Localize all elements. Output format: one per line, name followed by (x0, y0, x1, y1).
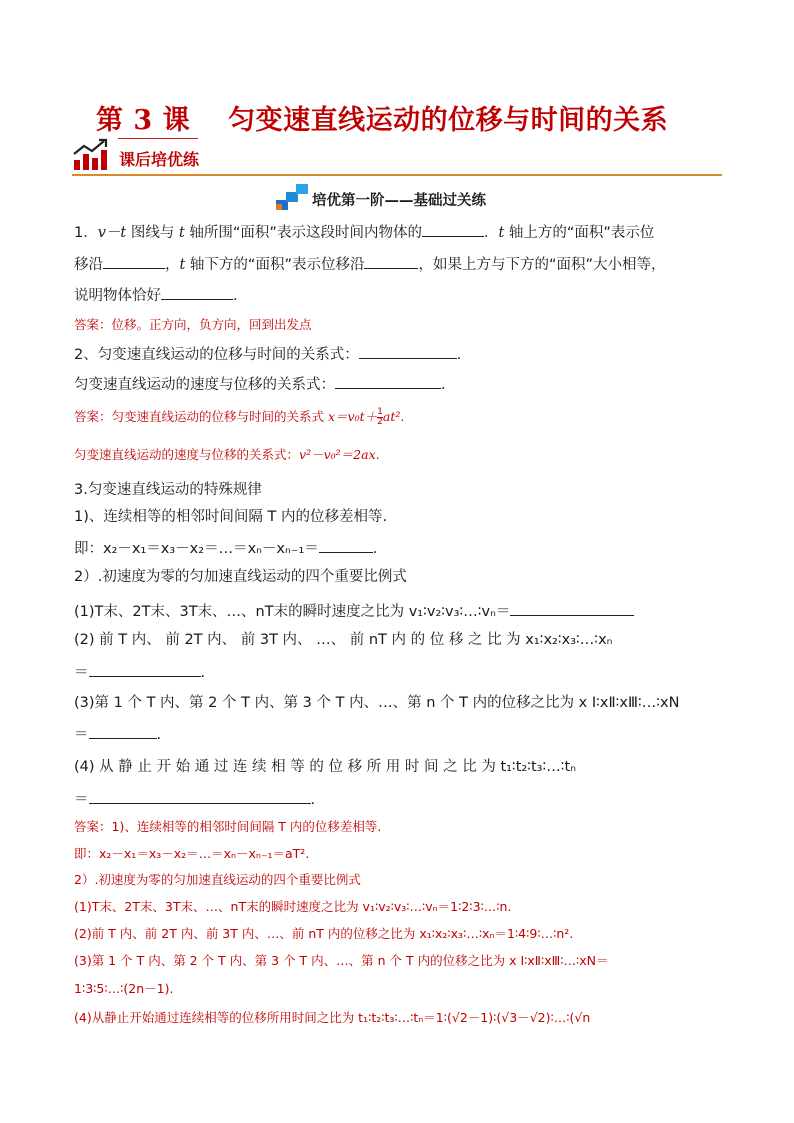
fraction-num: 1 (377, 407, 383, 417)
q3-answer-7: 1∶3∶5∶…∶(2n－1). (74, 981, 174, 996)
q1-text: 轴上方的“面积”表示位 (504, 225, 655, 241)
q3-answer-6: (3)第 1 个 T 内、第 2 个 T 内、第 3 个 T 内、…、第 n 个 T 内的位移之比为 x Ⅰ∶xⅡ∶xⅢ∶…∶xN＝ (74, 953, 609, 968)
q3-rule-1-eq (74, 538, 377, 558)
q1-vt: v－t (97, 225, 127, 241)
q1-text: 图线与 (126, 225, 179, 241)
q1-text: 轴所围“面积”表示这段时间内物体的 (184, 225, 422, 241)
q1-line-3 (74, 285, 248, 305)
q3-blank-p1[interactable] (510, 601, 634, 616)
q3-text: 即：x₂－x₁＝x₃－x₂＝…＝xₙ－xₙ₋₁＝ (74, 541, 319, 557)
q2-answer-text: 答案：匀变速直线运动的位移与时间的关系式 (74, 409, 328, 424)
lesson-topic: 匀变速直线运动的位移与时间的关系 (228, 105, 669, 136)
lesson-number: 第 3 课 (96, 105, 191, 136)
q2-formula: v²－v₀²＝2ax. (299, 447, 380, 462)
q1-text: 说明物体恰好 (74, 288, 161, 304)
q3-text: (1)T末、2T末、3T末、…、nT末的瞬时速度之比为 v₁∶v₂∶v₃∶…∶vₙ＝ (74, 604, 511, 620)
q3-answer-1: 答案：1)、连续相等的相邻时间间隔 T 内的位移差相等. (74, 819, 382, 834)
q1-text: 轴下方的“面积”表示位移沿 (185, 257, 365, 273)
q3-blank-1[interactable] (319, 538, 373, 553)
q3-heading: 3.匀变速直线运动的特殊规律 (74, 482, 262, 498)
bar-chart-arrow-icon (72, 138, 110, 172)
q2-text: ． (441, 377, 456, 393)
q2-answer-text: 匀变速直线运动的速度与位移的关系式： (74, 447, 300, 462)
q3-p4: (4) 从 静 止 开 始 通 过 连 续 相 等 的 位 移 所 用 时 间 之 比 为 t₁∶t₂∶t₃∶…∶tₙ (74, 759, 576, 775)
q3-blank-p2[interactable] (89, 662, 201, 677)
fraction-den: 2 (377, 417, 383, 427)
q3-rule-2: 2）.初速度为零的匀加速直线运动的四个重要比例式 (74, 569, 407, 585)
q3-answer-5: (2)前 T 内、前 2T 内、前 3T 内、…、前 nT 内的位移之比为 x₁∶x₂∶x₃∶…∶xₙ＝1∶4∶9∶…∶n². (74, 926, 574, 941)
q1-text: ， (165, 257, 180, 273)
q3-answer-3: 2）.初速度为零的匀加速直线运动的四个重要比例式 (74, 872, 361, 887)
q3-p3-eq (74, 724, 161, 744)
q3-text: . (372, 541, 378, 557)
q3-text: . (310, 792, 316, 808)
q2-line-2 (74, 374, 456, 394)
q1-blank-1[interactable] (422, 222, 484, 237)
q1-number: 1． (74, 225, 98, 241)
q2-text: 匀变速直线运动的速度与位移的关系式： (74, 377, 335, 393)
header-divider (72, 174, 722, 176)
title-underline (118, 138, 198, 139)
q1-text: ． (483, 225, 499, 241)
q2-answer-1 (74, 408, 404, 427)
q3-text: ＝ (74, 727, 89, 743)
q2-formula: x＝v₀t＋ (327, 409, 378, 424)
q3-p1 (74, 601, 634, 621)
stairs-icon (276, 184, 310, 210)
q1-blank-4[interactable] (161, 285, 233, 300)
q1-blank-2[interactable] (103, 254, 165, 269)
q1-t: t (178, 225, 185, 241)
q2-text: ． (456, 347, 472, 363)
q1-answer: 答案：位移。正方向，负方向，回到出发点 (74, 317, 312, 332)
q3-text: ＝ (74, 665, 89, 681)
q1-line-1 (74, 222, 654, 242)
q1-t: t (498, 225, 505, 241)
q1-text: ，如果上方与下方的“面积”大小相等， (418, 257, 666, 273)
q3-p4-eq (74, 789, 315, 809)
q1-text: 移沿 (74, 257, 103, 273)
brand-label: 课后培优练 (119, 150, 200, 169)
q1-t: t (179, 257, 186, 273)
section-title: 培优第一阶——基础过关练 (312, 193, 486, 209)
q2-blank-1[interactable] (359, 344, 457, 359)
q3-blank-p3[interactable] (89, 724, 157, 739)
q2-formula: at². (382, 409, 405, 424)
q3-text: ＝ (74, 792, 89, 808)
q3-text: . (156, 727, 162, 743)
q3-blank-p4[interactable] (89, 789, 311, 804)
q2-text: 2、匀变速直线运动的位移与时间的关系式： (74, 347, 359, 363)
q3-answer-8: (4)从静止开始通过连续相等的位移所用时间之比为 t₁∶t₂∶t₃∶…∶tₙ＝1∶(√2－1)∶(√3－√2)∶…∶(√n (74, 1010, 591, 1025)
q2-line-1 (74, 344, 471, 364)
q3-p3: (3)第 1 个 T 内、第 2 个 T 内、第 3 个 T 内、…、第 n 个 T 内的位移之比为 x Ⅰ∶xⅡ∶xⅢ∶…∶xN (74, 695, 680, 711)
q3-p2-eq (74, 662, 205, 682)
q2-blank-2[interactable] (335, 374, 441, 389)
q3-rule-1: 1)、连续相等的相邻时间间隔 T 内的位移差相等. (74, 509, 388, 525)
q1-text: ． (233, 288, 248, 304)
q3-p2: (2) 前 T 内、 前 2T 内、 前 3T 内、 …、 前 nT 内 的 位 移 之 比 为 x₁∶x₂∶x₃∶…∶xₙ (74, 632, 613, 648)
q1-line-2 (74, 254, 666, 274)
q1-blank-3[interactable] (364, 254, 418, 269)
q2-answer-2 (74, 446, 380, 464)
lesson-title (96, 98, 756, 137)
q3-text: . (200, 665, 206, 681)
q3-answer-2: 即：x₂－x₁＝x₃－x₂＝…＝xₙ－xₙ₋₁＝aT². (74, 846, 310, 861)
q3-answer-4: (1)T末、2T末、3T末、…、nT末的瞬时速度之比为 v₁∶v₂∶v₃∶…∶vₙ＝1∶2∶3∶…∶n. (74, 899, 512, 914)
